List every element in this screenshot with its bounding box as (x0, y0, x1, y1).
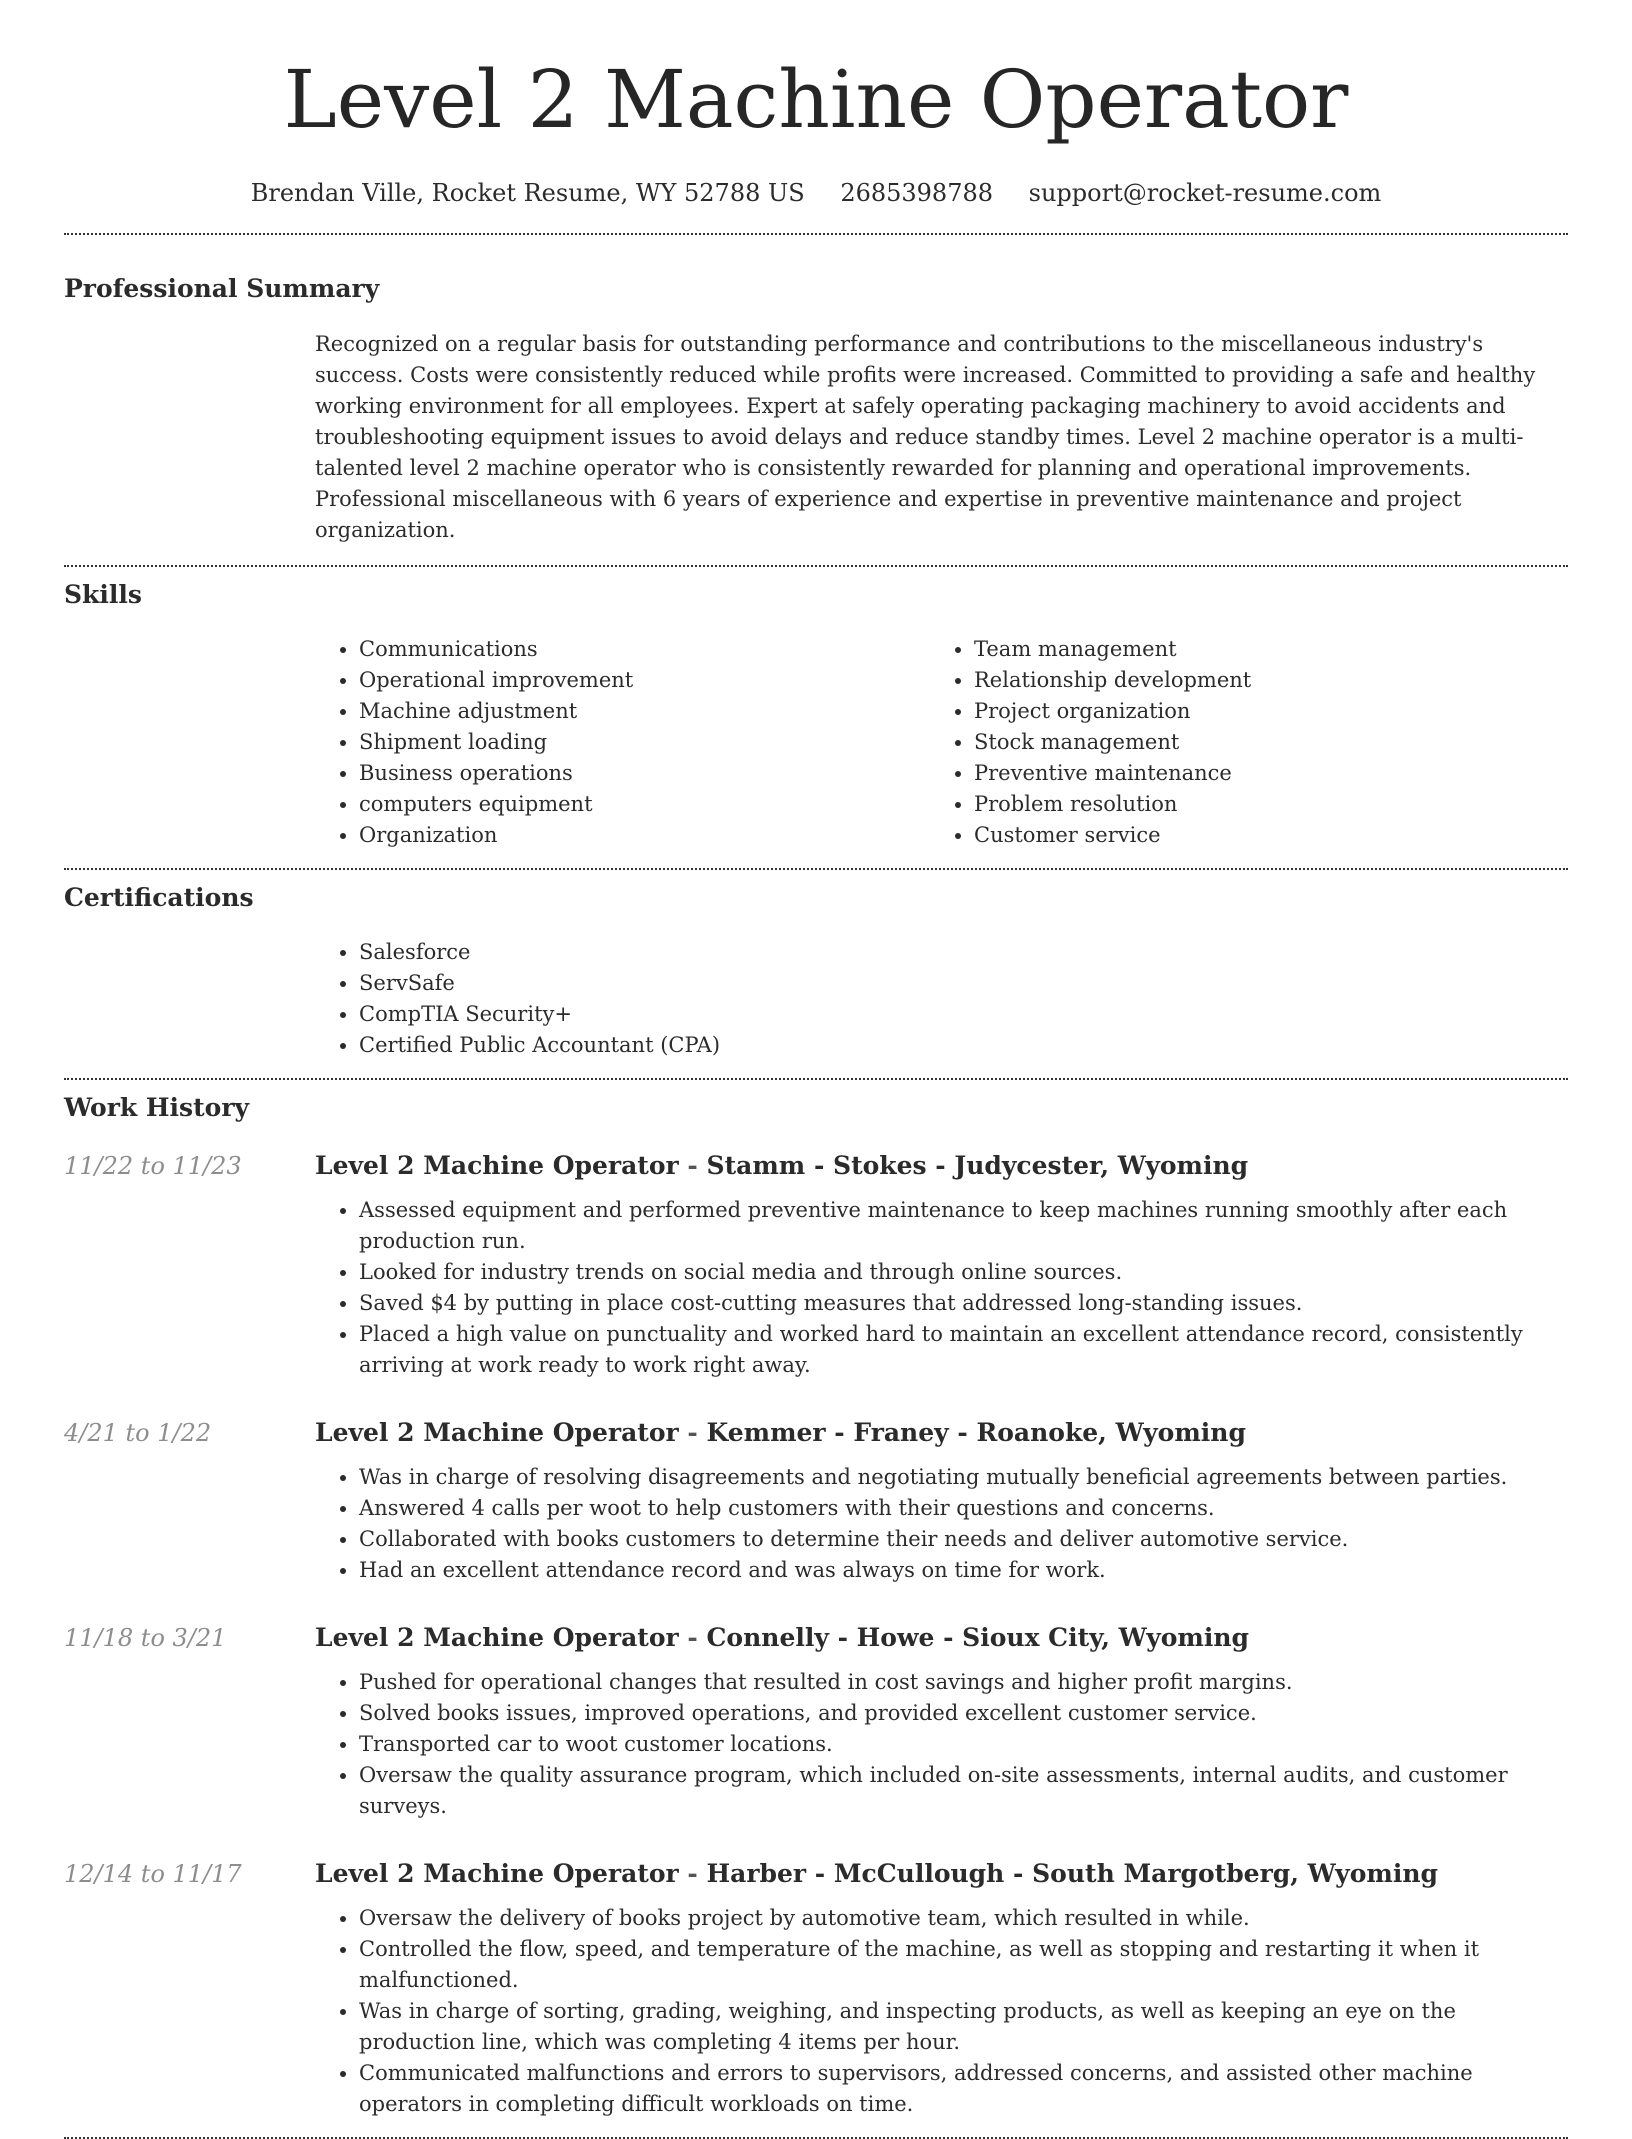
job-bullet: • Communicated malfunctions and errors to supervisors, addressed concerns, and assisted other machine operators in completing difficult workloads on time. (359, 2058, 1565, 2120)
job-details (315, 1418, 1565, 1586)
job-details (315, 1151, 1565, 1381)
skill-item: • Shipment loading (359, 727, 930, 758)
job-bullet: • Assessed equipment and performed preventive maintenance to keep machines running smoothly after each production run. (359, 1195, 1565, 1257)
job-bullet: • Controlled the flow, speed, and temperature of the machine, as well as stopping and restarting it when it malfunctioned. (359, 1934, 1565, 1996)
divider (64, 868, 1568, 870)
divider (64, 233, 1568, 235)
job-entry (64, 1418, 1568, 1586)
certifications-heading: Certifications (64, 883, 254, 912)
job-company: Stamm - Stokes - Judycester, Wyoming (706, 1151, 1249, 1180)
job-dates: 4/21 to 1/22 (64, 1419, 212, 1447)
job-bullet: • Solved books issues, improved operations, and provided excellent customer service. (359, 1698, 1565, 1729)
job-title (315, 1859, 1565, 1889)
job-entry (64, 1859, 1568, 2120)
job-bullet: • Saved $4 by putting in place cost-cutting measures that addressed long-standing issues. (359, 1288, 1565, 1319)
skills-list (315, 634, 1565, 851)
summary-text: Recognized on a regular basis for outstanding performance and contributions to the miscellaneous industry's success. Costs were consistently reduced while profits were increased. Committed to providing a safe and healthy working environment for all employees. Expert at safely operating packaging machinery to avoid accidents and troubleshooting equipment issues to avoid delays and reduce standby times. Level 2 machine operator is a multi-talented level 2 machine operator who is consistently rewarded for planning and operational improvements. Professional miscellaneous with 6 years of experience and expertise in preventive maintenance and project organization. (315, 332, 1536, 542)
job-role: Level 2 Machine Operator (315, 1418, 679, 1447)
contact-address: Brendan Ville, Rocket Resume, WY 52788 US (250, 179, 805, 207)
job-bullet: • Had an excellent attendance record and was always on time for work. (359, 1555, 1565, 1586)
job-bullet: • Placed a high value on punctuality and worked hard to maintain an excellent attendance record, consistently arriving at work ready to work right away. (359, 1319, 1565, 1381)
job-details (315, 1859, 1565, 2120)
skill-item: • Customer service (974, 820, 1545, 851)
summary-body (315, 329, 1565, 546)
job-bullet: • Transported car to woot customer locations. (359, 1729, 1565, 1760)
job-bullet: • Answered 4 calls per woot to help customers with their questions and concerns. (359, 1493, 1565, 1524)
certifications-list (315, 937, 1565, 1061)
job-dates: 11/22 to 11/23 (64, 1152, 242, 1180)
skill-item: • Relationship development (974, 665, 1545, 696)
job-separator: - (687, 1859, 698, 1888)
job-entry (64, 1151, 1568, 1381)
work-history-heading: Work History (64, 1093, 250, 1122)
skill-item: • Preventive maintenance (974, 758, 1545, 789)
job-role: Level 2 Machine Operator (315, 1151, 679, 1180)
job-role: Level 2 Machine Operator (315, 1623, 679, 1652)
skill-item: • Team management (974, 634, 1545, 665)
job-bullet: • Was in charge of resolving disagreements and negotiating mutually beneficial agreements between parties. (359, 1462, 1565, 1493)
skill-item: • Project organization (974, 696, 1545, 727)
skill-item: • Problem resolution (974, 789, 1545, 820)
skill-item: • Communications (359, 634, 930, 665)
summary-heading: Professional Summary (64, 274, 380, 303)
job-dates: 11/18 to 3/21 (64, 1624, 227, 1652)
job-details (315, 1623, 1565, 1822)
job-bullet: • Was in charge of sorting, grading, weighing, and inspecting products, as well as keeping an eye on the production line, which was completing 4 items per hour. (359, 1996, 1565, 2058)
skills-column-right (930, 634, 1545, 851)
job-entry (64, 1623, 1568, 1822)
skills-heading: Skills (64, 580, 142, 609)
skill-item: • Stock management (974, 727, 1545, 758)
job-dates: 12/14 to 11/17 (64, 1860, 242, 1888)
job-title (315, 1418, 1565, 1448)
skill-item: • Machine adjustment (359, 696, 930, 727)
job-title (315, 1151, 1565, 1181)
job-title (315, 1623, 1565, 1653)
skill-item: • computers equipment (359, 789, 930, 820)
job-separator: - (687, 1151, 698, 1180)
certification-item: • CompTIA Security+ (359, 999, 1565, 1030)
divider (64, 565, 1568, 567)
resume-page (64, 0, 1568, 2139)
certification-item: • ServSafe (359, 968, 1565, 999)
contact-email: support@rocket-resume.com (1028, 179, 1382, 207)
job-role: Level 2 Machine Operator (315, 1859, 679, 1888)
certification-item: • Certified Public Accountant (CPA) (359, 1030, 1565, 1061)
certification-item: • Salesforce (359, 937, 1565, 968)
job-bullet: • Oversaw the delivery of books project by automotive team, which resulted in while. (359, 1903, 1565, 1934)
contact-phone: 2685398788 (840, 179, 994, 207)
skills-column-left (315, 634, 930, 851)
job-bullet: • Pushed for operational changes that resulted in cost savings and higher profit margins. (359, 1667, 1565, 1698)
job-bullet: • Oversaw the quality assurance program, which included on-site assessments, internal audits, and customer surveys. (359, 1760, 1565, 1822)
job-company: Connelly - Howe - Sioux City, Wyoming (706, 1623, 1249, 1652)
divider (64, 1078, 1568, 1080)
job-company: Harber - McCullough - South Margotberg, Wyoming (706, 1859, 1438, 1888)
skill-item: • Operational improvement (359, 665, 930, 696)
job-bullet: • Looked for industry trends on social media and through online sources. (359, 1257, 1565, 1288)
resume-title: Level 2 Machine Operator (283, 53, 1349, 146)
skill-item: • Organization (359, 820, 930, 851)
skill-item: • Business operations (359, 758, 930, 789)
job-separator: - (687, 1623, 698, 1652)
job-company: Kemmer - Franey - Roanoke, Wyoming (706, 1418, 1246, 1447)
job-separator: - (687, 1418, 698, 1447)
contact-line (64, 178, 1568, 208)
job-bullet: • Collaborated with books customers to determine their needs and deliver automotive service. (359, 1524, 1565, 1555)
